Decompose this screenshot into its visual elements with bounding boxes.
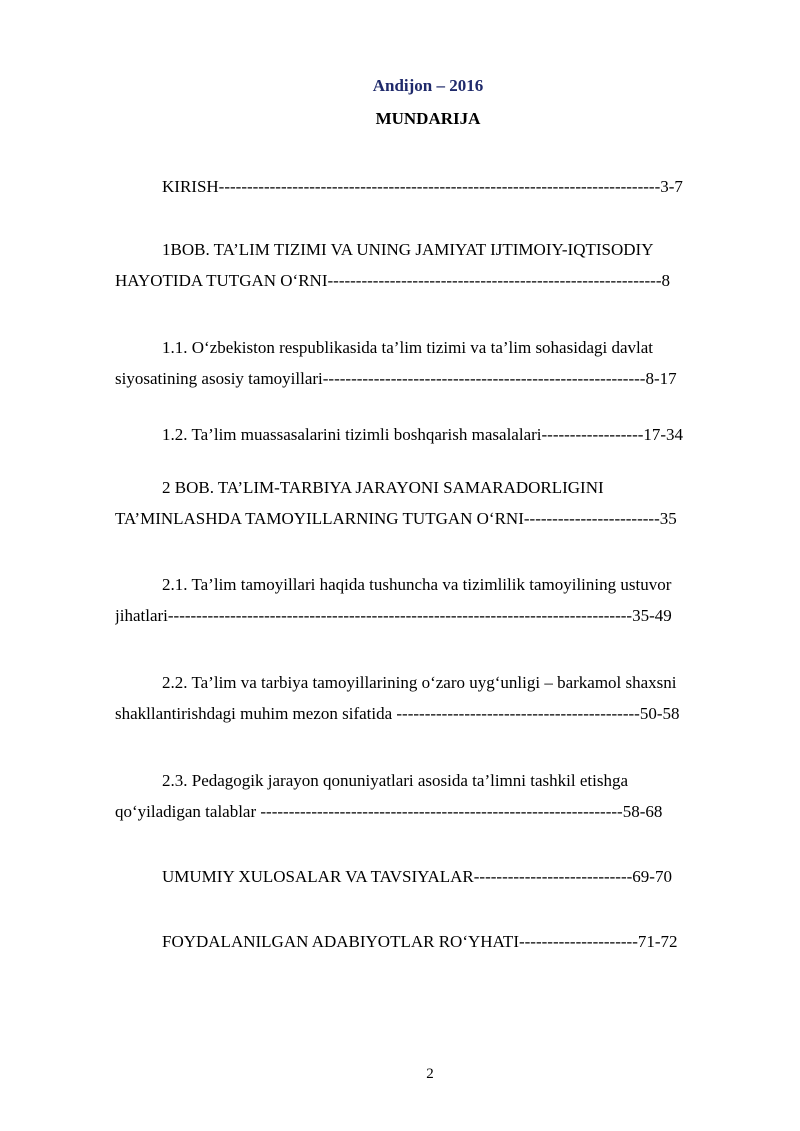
toc-entry-chapter-2-line-1[interactable]: 2 BOB. TA’LIM-TARBIYA JARAYONI SAMARADORLIGINI [162,478,604,497]
toc-entry-section-2-1-line-1[interactable]: 2.1. Ta’lim tamoyillari haqida tushuncha va tizimlilik tamoyilining ustuvor [162,575,672,594]
toc-entry-section-1-1-line-2[interactable]: siyosatining asosiy tamoyillari---------------------------------------------------------8-17 [115,369,677,388]
toc-entry-chapter-2-line-2[interactable]: TA’MINLASHDA TAMOYILLARNING TUTGAN O‘RNI------------------------35 [115,509,677,528]
toc-entry-section-2-2-line-1[interactable]: 2.2. Ta’lim va tarbiya tamoyillarining o‘zaro uyg‘unligi – barkamol shaxsni [162,673,677,692]
toc-entry-section-2-3-line-1[interactable]: 2.3. Pedagogik jarayon qonuniyatlari asosida ta’limni tashkil etishga [162,771,628,790]
toc-entry-bibliography[interactable]: FOYDALANILGAN ADABIYOTLAR RO‘YHATI---------------------71-72 [162,932,678,951]
toc-entry-introduction[interactable]: KIRISH------------------------------------------------------------------------------3-7 [162,177,683,196]
toc-entry-conclusions[interactable]: UMUMIY XULOSALAR VA TAVSIYALAR----------------------------69-70 [162,867,672,886]
toc-entry-chapter-1-line-2[interactable]: HAYOTIDA TUTGAN O‘RNI-----------------------------------------------------------8 [115,271,670,290]
city-year-heading: Andijon – 2016 [372,76,484,95]
toc-entry-section-1-2[interactable]: 1.2. Ta’lim muassasalarini tizimli boshqarish masalalari------------------17-34 [162,425,684,444]
page-number: 2 [426,1066,434,1082]
table-of-contents-title: MUNDARIJA [375,109,481,128]
toc-entry-section-2-3-line-2[interactable]: qo‘yiladigan talablar ----------------------------------------------------------------58-68 [115,802,663,821]
toc-entry-section-2-1-line-2[interactable]: jihatlari----------------------------------------------------------------------------------35-49 [115,606,672,625]
toc-entry-section-2-2-line-2[interactable]: shakllantirishdagi muhim mezon sifatida -------------------------------------------50-58 [115,704,680,723]
toc-entry-chapter-1-line-1[interactable]: 1BOB. TA’LIM TIZIMI VA UNING JAMIYAT IJTIMOIY-IQTISODIY [162,240,654,259]
toc-entry-section-1-1-line-1[interactable]: 1.1. O‘zbekiston respublikasida ta’lim tizimi va ta’lim sohasidagi davlat [162,338,653,357]
